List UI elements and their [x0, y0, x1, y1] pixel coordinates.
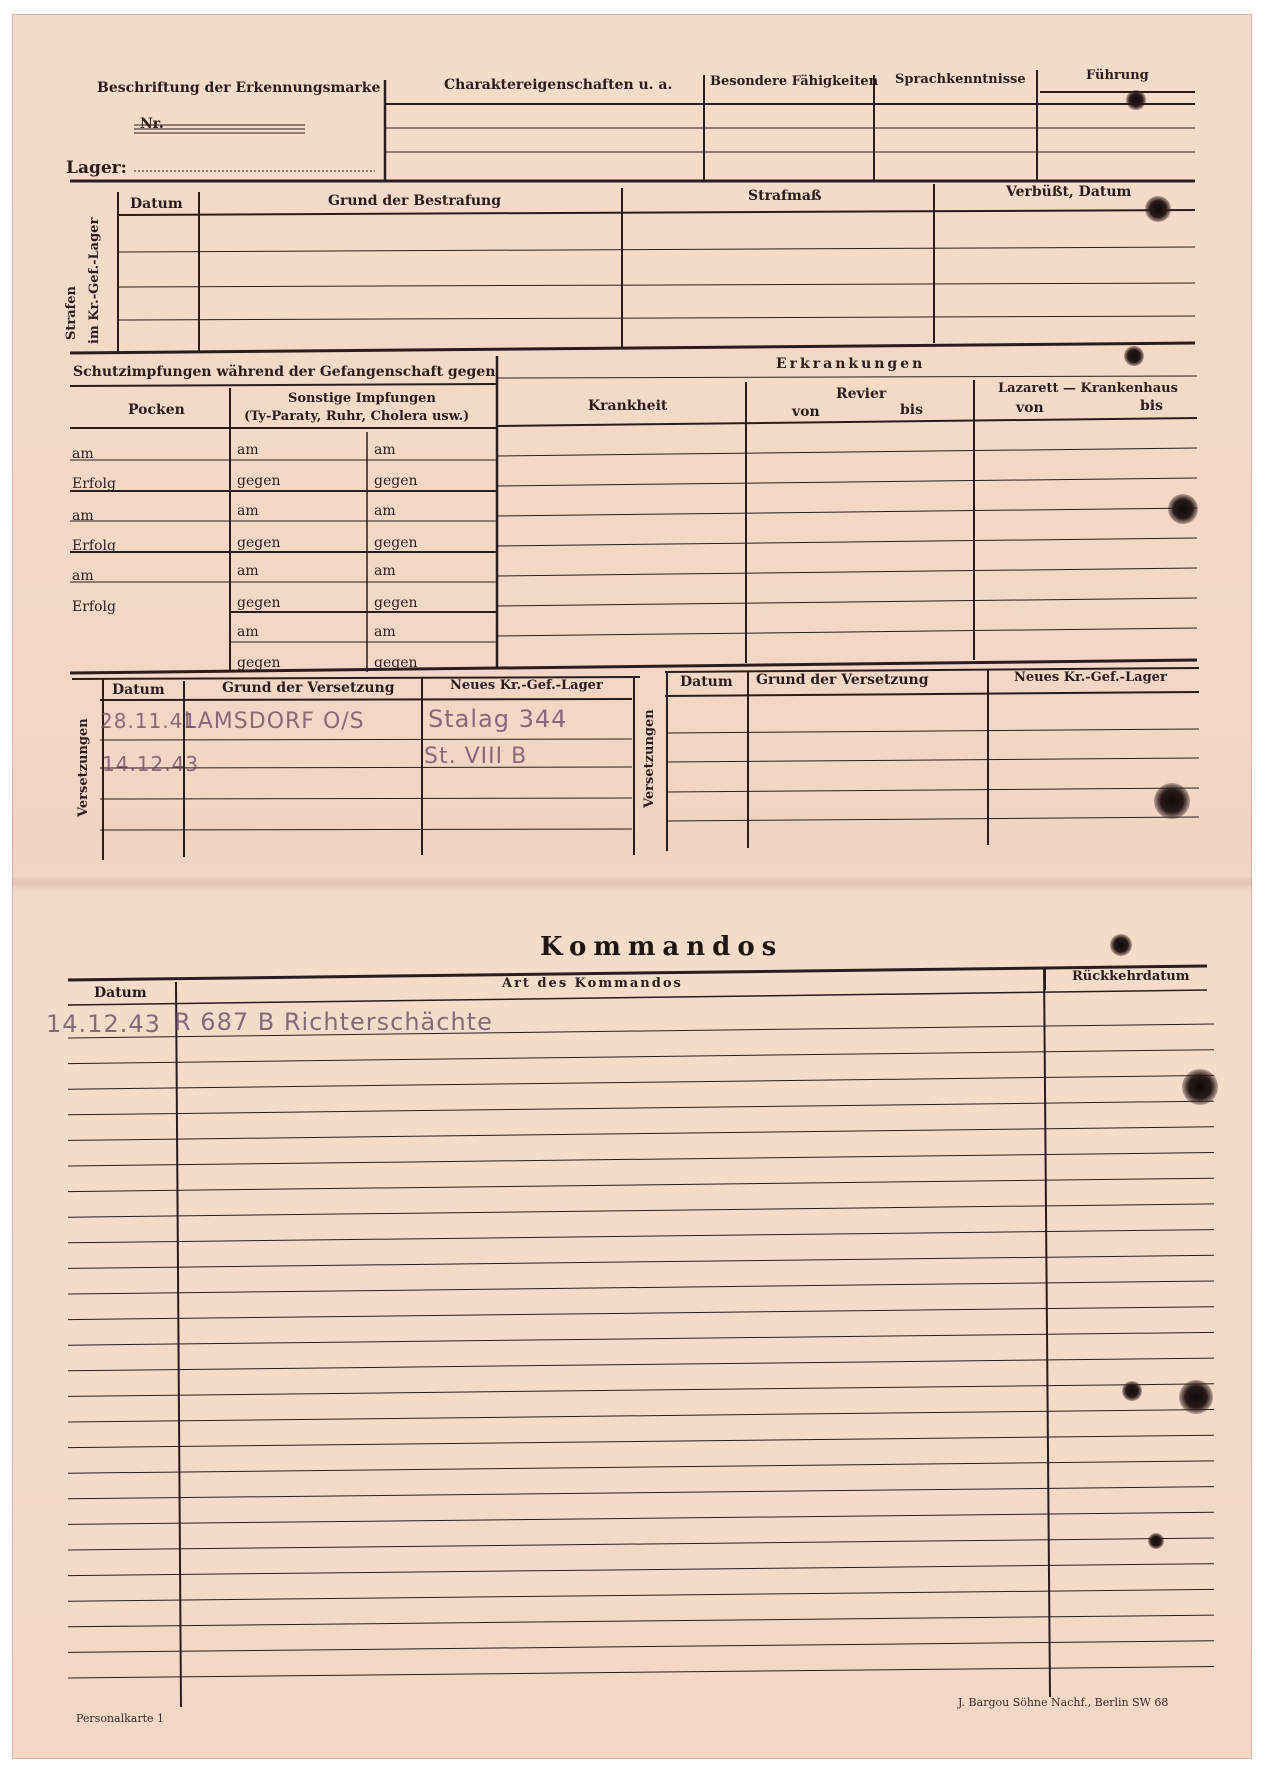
punch-hole	[1154, 783, 1190, 819]
punch-hole	[1168, 494, 1198, 524]
sonstige-row-label: gegen	[374, 473, 418, 489]
pocken-row-label: Erfolg	[72, 599, 116, 615]
strafen-datum-header: Datum	[130, 196, 183, 212]
versetzung-lager-stamp-2: St. VIII B	[424, 744, 528, 769]
sprachkenntnisse-header: Sprachkenntnisse	[895, 72, 1026, 87]
strafen-side-label: Strafen	[64, 286, 79, 340]
sonstige-header-sub: (Ty-Paraty, Ruhr, Cholera usw.)	[244, 409, 470, 424]
impfungen-header: Schutzimpfungen während der Gefangenschaft gegen	[73, 364, 496, 380]
punch-hole	[1124, 346, 1144, 366]
sonstige-row-label: am	[374, 442, 396, 458]
sonstige-row-label: am	[237, 563, 259, 579]
sonstige-row-label: gegen	[237, 655, 281, 671]
strafen-side-label-2: im Kr.-Gef.-Lager	[87, 217, 102, 344]
nr-label: Nr.	[140, 116, 164, 132]
punch-hole	[1182, 1069, 1218, 1105]
kommando-art-header: Art des Kommandos	[502, 976, 683, 991]
erkrankungen-header: Erkrankungen	[776, 356, 926, 372]
kommando-datum-header: Datum	[94, 985, 147, 1001]
sonstige-row-label: gegen	[374, 655, 418, 671]
strafmass-header: Strafmaß	[748, 188, 822, 204]
pocken-row-label: am	[72, 508, 94, 524]
sonstige-row-label: am	[237, 442, 259, 458]
sonstige-row-label: gegen	[374, 535, 418, 551]
revier-von: von	[792, 404, 820, 420]
sonstige-row-label: am	[374, 624, 396, 640]
versetzung-grund-stamp-1: LAMSDORF O/S	[184, 709, 365, 734]
versetzung-datum-header-right: Datum	[680, 674, 733, 690]
lazarett-bis: bis	[1140, 398, 1163, 414]
sonstige-row-label: gegen	[237, 595, 281, 611]
footer-form-number: Personalkarte 1	[76, 1712, 165, 1725]
punch-hole	[1122, 1381, 1142, 1401]
footer-printer: J. Bargou Söhne Nachf., Berlin SW 68	[958, 1696, 1169, 1709]
versetzung-lager-header-right: Neues Kr.-Gef.-Lager	[1014, 670, 1167, 685]
punch-hole	[1145, 196, 1171, 222]
charakter-header: Charaktereigenschaften u. a.	[444, 77, 673, 93]
sonstige-row-label: am	[237, 503, 259, 519]
versetzung-grund-header: Grund der Versetzung	[222, 680, 395, 696]
pocken-row-label: Erfolg	[72, 538, 116, 554]
sonstige-row-label: am	[374, 563, 396, 579]
versetzung-lager-stamp-1: Stalag 344	[428, 705, 568, 733]
sonstige-row-label: gegen	[237, 473, 281, 489]
kommando-art-stamp: R 687 B Richterschächte	[174, 1008, 493, 1036]
pocken-row-label: am	[72, 446, 94, 462]
sonstige-row-label: am	[374, 503, 396, 519]
kommando-datum-stamp: 14.12.43	[46, 1010, 161, 1038]
lazarett-von: von	[1016, 400, 1044, 416]
fuehrung-header: Führung	[1086, 68, 1149, 83]
lazarett-header: Lazarett — Krankenhaus	[998, 381, 1178, 396]
pocken-row-label: Erfolg	[72, 476, 116, 492]
punch-hole	[1148, 1533, 1164, 1549]
grund-bestrafung-header: Grund der Bestrafung	[328, 193, 502, 209]
versetzung-datum-stamp-2: 14.12.43	[102, 752, 200, 776]
pocken-row-label: am	[72, 568, 94, 584]
versetzungen-side-label: Versetzungen	[76, 718, 91, 817]
punch-hole	[1179, 1380, 1213, 1414]
versetzung-grund-header-right: Grund der Versetzung	[756, 672, 929, 688]
kommandos-title: Kommandos	[540, 932, 784, 962]
versetzungen-side-label-right: Versetzungen	[642, 709, 657, 808]
krankheit-header: Krankheit	[588, 398, 668, 414]
faehigkeiten-header: Besondere Fähigkeiten	[710, 74, 879, 89]
erkennungsmarke-label: Beschriftung der Erkennungsmarke	[97, 80, 381, 96]
revier-bis: bis	[900, 402, 923, 418]
punch-hole	[1126, 90, 1146, 110]
revier-header: Revier	[836, 386, 887, 402]
sonstige-row-label: gegen	[374, 595, 418, 611]
rueckkehrdatum-header: Rückkehrdatum	[1072, 969, 1190, 984]
versetzung-datum-stamp-1: 28.11.41	[100, 709, 198, 733]
versetzung-datum-header: Datum	[112, 682, 165, 698]
sonstige-row-label: gegen	[237, 535, 281, 551]
verbuesst-header: Verbüßt, Datum	[1006, 184, 1132, 200]
versetzung-lager-header: Neues Kr.-Gef.-Lager	[450, 678, 603, 693]
pocken-header: Pocken	[128, 402, 185, 418]
sonstige-header: Sonstige Impfungen	[288, 391, 436, 406]
punch-hole	[1110, 934, 1132, 956]
lager-label: Lager:	[66, 158, 127, 178]
sonstige-row-label: am	[237, 624, 259, 640]
